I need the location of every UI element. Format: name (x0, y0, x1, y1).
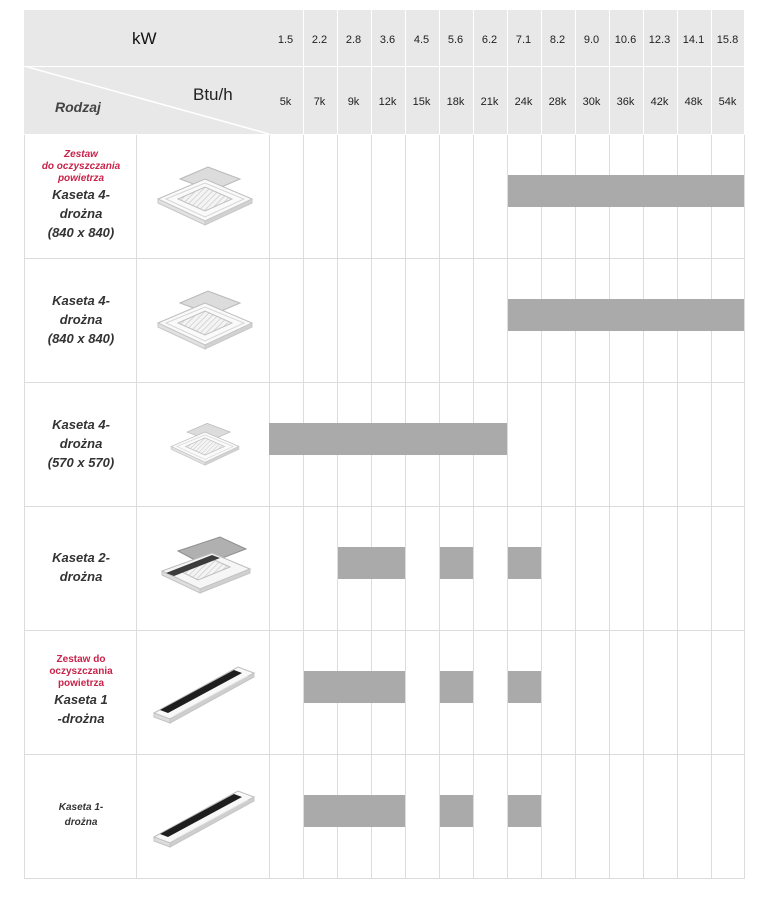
grid-vline (473, 135, 474, 879)
grid-vline (303, 135, 304, 879)
capacity-bar (508, 175, 744, 207)
grid-vline (677, 135, 678, 879)
row-product-name: Kaseta 4- drożna (840 x 840) (47, 292, 115, 346)
capacity-bar (304, 795, 405, 827)
grid-vline (507, 10, 508, 134)
kw-value: 2.2 (311, 34, 328, 46)
grid-vline (609, 10, 610, 134)
capacity-bar (508, 299, 744, 331)
kw-value: 10.6 (614, 34, 637, 46)
kw-value: 14.1 (682, 34, 705, 46)
btu-value: 18k (446, 96, 465, 108)
1way-cassette-air-purifier-icon (150, 653, 260, 738)
grid-vline (575, 10, 576, 134)
row-label (26, 291, 136, 348)
grid-vline (371, 10, 372, 134)
4way-cassette-air-purifier-icon (150, 157, 260, 242)
row-label (26, 149, 136, 242)
kw-value: 15.8 (716, 34, 739, 46)
kw-value: 9.0 (583, 34, 600, 46)
kw-value: 1.5 (277, 34, 294, 46)
row-product-name: Kaseta 4- drożna (570 x 570) (47, 416, 115, 470)
row-promo-label: Zestaw do oczyszczania powietrza (41, 148, 121, 184)
btu-value: 30k (582, 96, 601, 108)
btu-value: 28k (548, 96, 567, 108)
capacity-bar (508, 795, 541, 827)
kw-header-label: kW (132, 29, 157, 48)
2way-cassette-icon (150, 529, 260, 614)
row-product-name: Kaseta 1- drożna (58, 802, 104, 828)
btu-value: 15k (412, 96, 431, 108)
capacity-bar (269, 423, 507, 455)
grid-hline (24, 878, 744, 879)
kw-value: 12.3 (648, 34, 671, 46)
capacity-bar (304, 671, 405, 703)
btu-value: 12k (378, 96, 397, 108)
grid-vline (337, 10, 338, 134)
grid-vline (303, 10, 304, 134)
row-label (26, 548, 136, 586)
kw-value: 7.1 (515, 34, 532, 46)
grid-hline (24, 382, 744, 383)
grid-hline (24, 258, 744, 259)
1way-cassette-icon (150, 777, 260, 862)
grid-vline (439, 135, 440, 879)
kw-value: 5.6 (447, 34, 464, 46)
kw-value: 2.8 (345, 34, 362, 46)
row-product-name: Kaseta 1 -drożna (54, 692, 108, 726)
grid-vline (744, 135, 745, 879)
grid-vline (541, 135, 542, 879)
grid-vline (269, 135, 270, 879)
grid-vline (643, 10, 644, 134)
grid-vline (136, 135, 137, 879)
kw-value: 8.2 (549, 34, 566, 46)
btu-header-label: Btu/h (193, 85, 233, 104)
kw-value: 4.5 (413, 34, 430, 46)
grid-vline (711, 10, 712, 134)
row-label (26, 800, 136, 830)
grid-vline (711, 135, 712, 879)
btu-value: 36k (616, 96, 635, 108)
4way-cassette-compact-icon (150, 405, 260, 490)
grid-vline (575, 135, 576, 879)
row-label (26, 654, 136, 728)
row-product-name: Kaseta 4- drożna (840 x 840) (47, 186, 115, 240)
grid-vline (337, 135, 338, 879)
grid-vline (677, 10, 678, 134)
btu-value: 54k (718, 96, 737, 108)
grid-vline (609, 135, 610, 879)
capacity-bar (338, 547, 405, 579)
capacity-bar (440, 795, 473, 827)
btu-value: 21k (480, 96, 499, 108)
grid-vline (405, 10, 406, 134)
btu-value: 9k (347, 96, 360, 108)
btu-value: 24k (514, 96, 533, 108)
row-product-name: Kaseta 2- drożna (52, 550, 110, 584)
grid-vline (24, 135, 25, 879)
row-label (26, 415, 136, 472)
4way-cassette-icon (150, 281, 260, 366)
grid-vline (405, 135, 406, 879)
type-header-label: Rodzaj (55, 99, 101, 115)
btu-value: 42k (650, 96, 669, 108)
btu-value: 5k (279, 96, 292, 108)
kw-value: 6.2 (481, 34, 498, 46)
grid-vline (439, 10, 440, 134)
grid-vline (507, 135, 508, 879)
grid-vline (371, 135, 372, 879)
grid-hline (24, 754, 744, 755)
grid-vline (473, 10, 474, 134)
btu-value: 7k (313, 96, 326, 108)
row-promo-label: Zestaw do oczyszczania powietrza (49, 654, 113, 689)
capacity-bar (508, 547, 541, 579)
capacity-bar (440, 671, 473, 703)
btu-value: 48k (684, 96, 703, 108)
capacity-bar (440, 547, 473, 579)
grid-vline (643, 135, 644, 879)
kw-value: 3.6 (379, 34, 396, 46)
grid-hline (24, 506, 744, 507)
grid-vline (541, 10, 542, 134)
capacity-bar (508, 671, 541, 703)
grid-hline (24, 630, 744, 631)
